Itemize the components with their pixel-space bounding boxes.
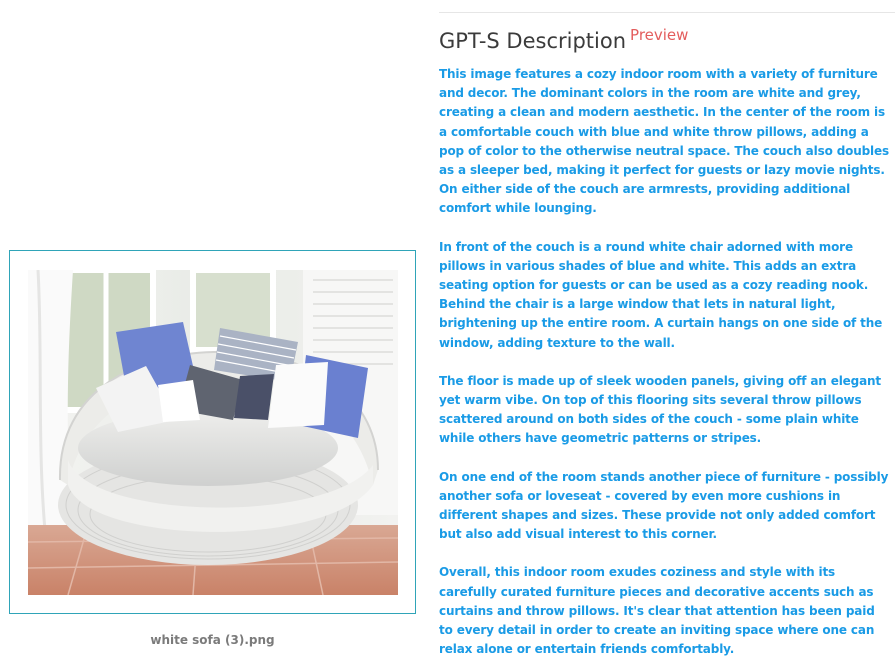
description-paragraph: This image features a cozy indoor room with a variety of furniture and decor. The dominant colors in the room are white and grey, creating a clean and modern aesthetic. In the center of the room is a comfortable couch with blue and white throw pillows, adding a pop of color to the otherwise neutral space. The couch also doubles as a sleeper bed, making it perfect for guests or lazy movie nights. On either side of the couch are armrests, providing additional comfort while lounging. xyxy=(439,67,889,216)
image-filename-caption: white sofa (3).png xyxy=(150,633,275,647)
description-body xyxy=(439,65,891,672)
description-header xyxy=(439,26,689,53)
section-divider xyxy=(439,12,895,13)
description-paragraph: In front of the couch is a round white chair adorned with more pillows in various shades of blue and white. This adds an extra seating option for guests or can be used as a cozy reading nook. Behind the chair is a large window that lets in natural light, brightening up the entire room. A curtain hangs on one side of the window, adding texture to the wall. xyxy=(439,239,883,350)
preview-badge[interactable]: Preview xyxy=(630,26,689,44)
description-paragraph: The floor is made up of sleek wooden panels, giving off an elegant yet warm vibe. On top of this flooring sits several throw pillows scattered around on both sides of the couch - some plain white while others have geometric patterns or stripes. xyxy=(439,373,882,446)
sofa-photo xyxy=(28,270,398,595)
description-title: GPT-S Description xyxy=(439,29,627,53)
description-paragraph: On one end of the room stands another piece of furniture - possibly another sofa or loveseat - covered by even more cushions in different shapes and sizes. These provide not only added comfort but also add visual interest to this corner. xyxy=(439,469,889,542)
image-preview-frame[interactable] xyxy=(9,250,416,614)
description-paragraph: Overall, this indoor room exudes coziness and style with its carefully curated furniture pieces and decorative accents such as curtains and throw pillows. It's clear that attention has been paid to every detail in order to create an inviting space where one can relax alone or entertain friends comfortably. xyxy=(439,565,875,657)
